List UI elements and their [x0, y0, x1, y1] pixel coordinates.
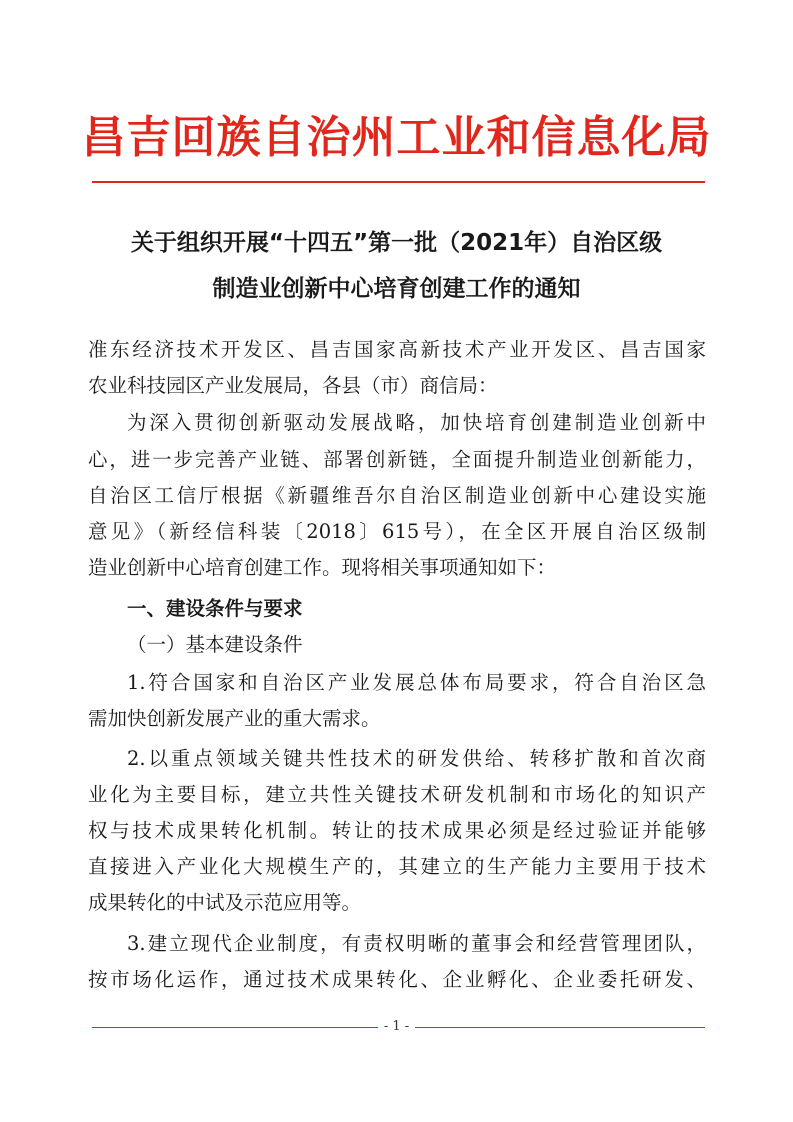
- item-1-line-2: 需加快创新发展产业的重大需求。: [88, 707, 381, 730]
- notice-title-line-2: 制造业创新中心培育创建工作的通知: [212, 276, 581, 302]
- header-red-rule: [92, 181, 705, 183]
- intro-line-1: 为深入贯彻创新驱动发展战略，加快培育创建制造业创新中: [127, 411, 706, 434]
- intro-line-3: 自治区工信厅根据《新疆维吾尔自治区制造业创新中心建设实施: [88, 484, 706, 507]
- subsection-heading-1: （一）基本建设条件: [127, 633, 303, 656]
- item-3-line-1: 3.建立现代企业制度，有责权明晰的董事会和经营管理团队，: [127, 932, 706, 955]
- item-3-line-2: 按市场化运作，通过技术成果转化、企业孵化、企业委托研发、: [88, 968, 706, 991]
- section-heading-1: 一、建设条件与要求: [127, 597, 303, 620]
- intro-line-2: 心，进一步完善产业链、部署创新链，全面提升制造业创新能力，: [88, 448, 706, 471]
- addressee-line-2: 农业科技园区产业发展局，各县（市）商信局：: [88, 374, 498, 397]
- item-2-line-2: 业化为主要目标，建立共性关键技术研发机制和市场化的知识产: [88, 783, 706, 806]
- intro-line-4: 意见》（新经信科装〔2018〕615号），在全区开展自治区级制: [88, 520, 706, 543]
- item-2-line-4: 直接进入产业化大规模生产的，其建立的生产能力主要用于技术: [88, 855, 706, 878]
- item-1-line-1: 1.符合国家和自治区产业发展总体布局要求，符合自治区急: [127, 671, 706, 694]
- addressee-line-1: 准东经济技术开发区、昌吉国家高新技术产业开发区、昌吉国家: [88, 338, 706, 361]
- notice-title-line-1: 关于组织开展“十四五”第一批（2021年）自治区级: [130, 230, 663, 256]
- page-number-text: - 1 -: [378, 1019, 415, 1034]
- item-2-line-5: 成果转化的中试及示范应用等。: [88, 891, 362, 914]
- item-2-line-1: 2.以重点领域关键共性技术的研发供给、转移扩散和首次商: [127, 747, 706, 770]
- page-number: [0, 1019, 793, 1034]
- item-2-line-3: 权与技术成果转化机制。转让的技术成果必须是经过验证并能够: [88, 819, 706, 842]
- issuing-authority-header: 昌吉回族自治州工业和信息化局: [81, 112, 712, 163]
- intro-line-5: 造业创新中心培育创建工作。现将相关事项通知如下：: [88, 556, 557, 579]
